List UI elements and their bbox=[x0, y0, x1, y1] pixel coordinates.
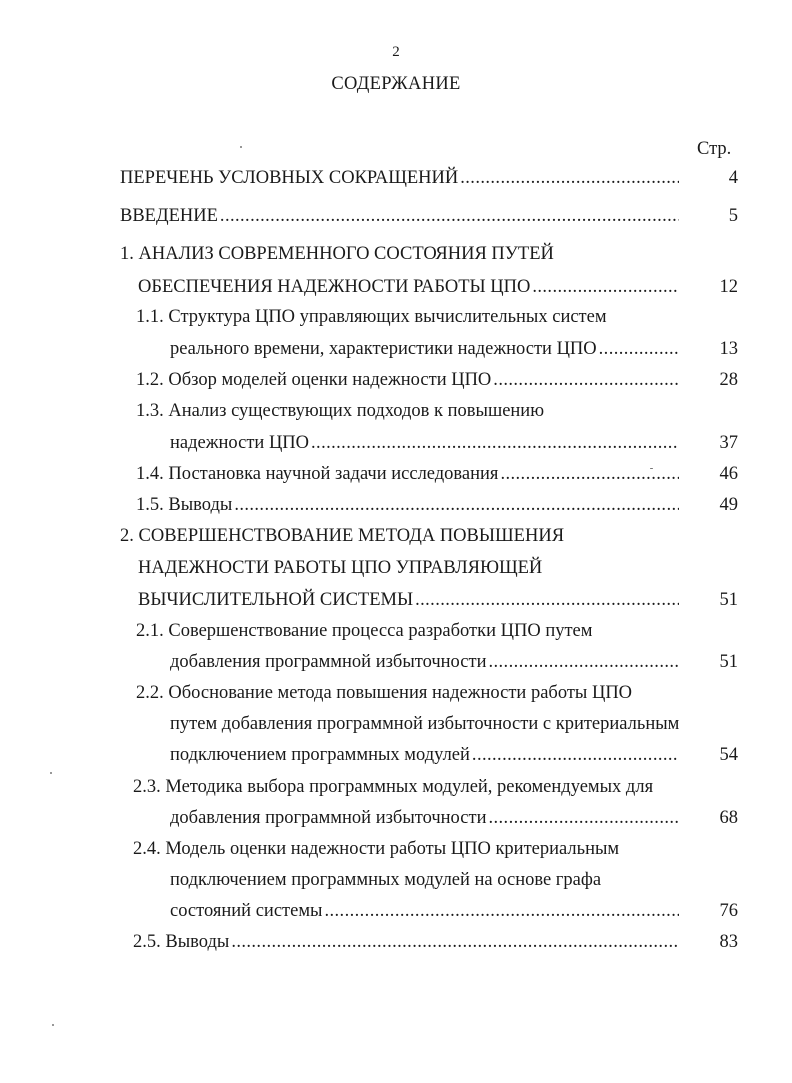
toc-entry-1-3-line-1: 1.3. Анализ существующих подходов к повышению bbox=[136, 401, 545, 421]
toc-entry-text: 1.5. Выводы bbox=[136, 495, 233, 515]
toc-entry-chapter-1 bbox=[138, 277, 679, 298]
leader-dots bbox=[472, 745, 679, 766]
leader-dots bbox=[532, 277, 679, 298]
toc-entry-text: добавления программной избыточности bbox=[170, 808, 487, 828]
scan-speck bbox=[650, 468, 653, 469]
toc-entry-chapter-2-line-2: НАДЕЖНОСТИ РАБОТЫ ЦПО УПРАВЛЯЮЩЕЙ bbox=[138, 558, 543, 578]
toc-entry-2-4-line-2: подключением программных модулей на основе графа bbox=[170, 870, 602, 890]
leader-dots bbox=[231, 932, 679, 953]
toc-entry-introduction bbox=[120, 206, 679, 227]
toc-page-number: 28 bbox=[719, 370, 738, 390]
toc-page-number: 51 bbox=[719, 590, 738, 610]
toc-entry-2-3-line-1: 2.3. Методика выбора программных модулей, рекомендуемых для bbox=[133, 777, 654, 797]
toc-entry-text: добавления программной избыточности bbox=[170, 652, 487, 672]
page-column-label: Стр. bbox=[697, 139, 732, 159]
toc-entry-2-2 bbox=[170, 745, 679, 766]
toc-page-number: 4 bbox=[728, 168, 738, 188]
scan-speck bbox=[50, 772, 52, 774]
page-title: СОДЕРЖАНИЕ bbox=[331, 74, 461, 94]
toc-page-number: 83 bbox=[719, 932, 738, 952]
toc-page-number: 76 bbox=[719, 901, 738, 921]
scan-speck bbox=[240, 146, 242, 148]
toc-entry-2-4 bbox=[170, 901, 679, 922]
leader-dots bbox=[599, 339, 679, 360]
toc-entry-text: надежности ЦПО bbox=[170, 433, 310, 453]
toc-entry-2-4-line-1: 2.4. Модель оценки надежности работы ЦПО критериальным bbox=[133, 839, 620, 859]
toc-page-number: 37 bbox=[719, 433, 738, 453]
toc-entry-2-1 bbox=[170, 652, 679, 673]
toc-entry-1-5 bbox=[136, 495, 679, 516]
leader-dots bbox=[324, 901, 679, 922]
toc-entry-chapter-2 bbox=[138, 590, 679, 611]
toc-entry-1-2 bbox=[136, 370, 679, 391]
toc-entry-text: 1.4. Постановка научной задачи исследования bbox=[136, 464, 499, 484]
toc-page-number: 68 bbox=[719, 808, 738, 828]
leader-dots bbox=[234, 495, 679, 516]
toc-entry-2-2-line-2: путем добавления программной избыточности с критериальным bbox=[170, 714, 680, 734]
leader-dots bbox=[493, 370, 679, 391]
leader-dots bbox=[220, 206, 679, 227]
leader-dots bbox=[311, 433, 679, 454]
toc-entry-text: ПЕРЕЧЕНЬ УСЛОВНЫХ СОКРАЩЕНИЙ bbox=[120, 168, 459, 188]
toc-entry-text: 1.2. Обзор моделей оценки надежности ЦПО bbox=[136, 370, 492, 390]
toc-entry-1-1-line-1: 1.1. Структура ЦПО управляющих вычислительных систем bbox=[136, 307, 607, 327]
leader-dots bbox=[415, 590, 679, 611]
toc-page-number: 5 bbox=[728, 206, 738, 226]
leader-dots bbox=[488, 808, 679, 829]
toc-page-number: 12 bbox=[719, 277, 738, 297]
toc-entry-text: ОБЕСПЕЧЕНИЯ НАДЕЖНОСТИ РАБОТЫ ЦПО bbox=[138, 277, 531, 297]
toc-entry-2-2-line-1: 2.2. Обоснование метода повышения надежности работы ЦПО bbox=[136, 683, 633, 703]
leader-dots bbox=[488, 652, 679, 673]
toc-entry-text: состояний системы bbox=[170, 901, 323, 921]
toc-page-number: 49 bbox=[719, 495, 738, 515]
page-number: 2 bbox=[392, 44, 400, 60]
toc-entry-2-1-line-1: 2.1. Совершенствование процесса разработки ЦПО путем bbox=[136, 621, 593, 641]
toc-page-number: 54 bbox=[719, 745, 738, 765]
toc-entry-1-3 bbox=[170, 433, 679, 454]
toc-page-number: 51 bbox=[719, 652, 738, 672]
toc-entry-text: подключением программных модулей bbox=[170, 745, 470, 765]
toc-entry-chapter-1-line-1: 1. АНАЛИЗ СОВРЕМЕННОГО СОСТОЯНИЯ ПУТЕЙ bbox=[120, 244, 554, 264]
toc-entry-text: ВЫЧИСЛИТЕЛЬНОЙ СИСТЕМЫ bbox=[138, 590, 414, 610]
toc-entry-chapter-2-line-1: 2. СОВЕРШЕНСТВОВАНИЕ МЕТОДА ПОВЫШЕНИЯ bbox=[120, 526, 565, 546]
toc-entry-1-4 bbox=[136, 464, 679, 485]
toc-page-number: 13 bbox=[719, 339, 738, 359]
toc-entry-2-5 bbox=[133, 932, 679, 953]
toc-entry-abbreviations bbox=[120, 168, 679, 189]
toc-entry-2-3 bbox=[170, 808, 679, 829]
toc-entry-text: реального времени, характеристики надежности ЦПО bbox=[170, 339, 597, 359]
toc-entry-text: 2.5. Выводы bbox=[133, 932, 230, 952]
scan-speck bbox=[52, 1024, 54, 1026]
toc-page-number: 46 bbox=[719, 464, 738, 484]
toc-entry-text: ВВЕДЕНИЕ bbox=[120, 206, 218, 226]
leader-dots bbox=[460, 168, 679, 189]
toc-entry-1-1 bbox=[170, 339, 679, 360]
